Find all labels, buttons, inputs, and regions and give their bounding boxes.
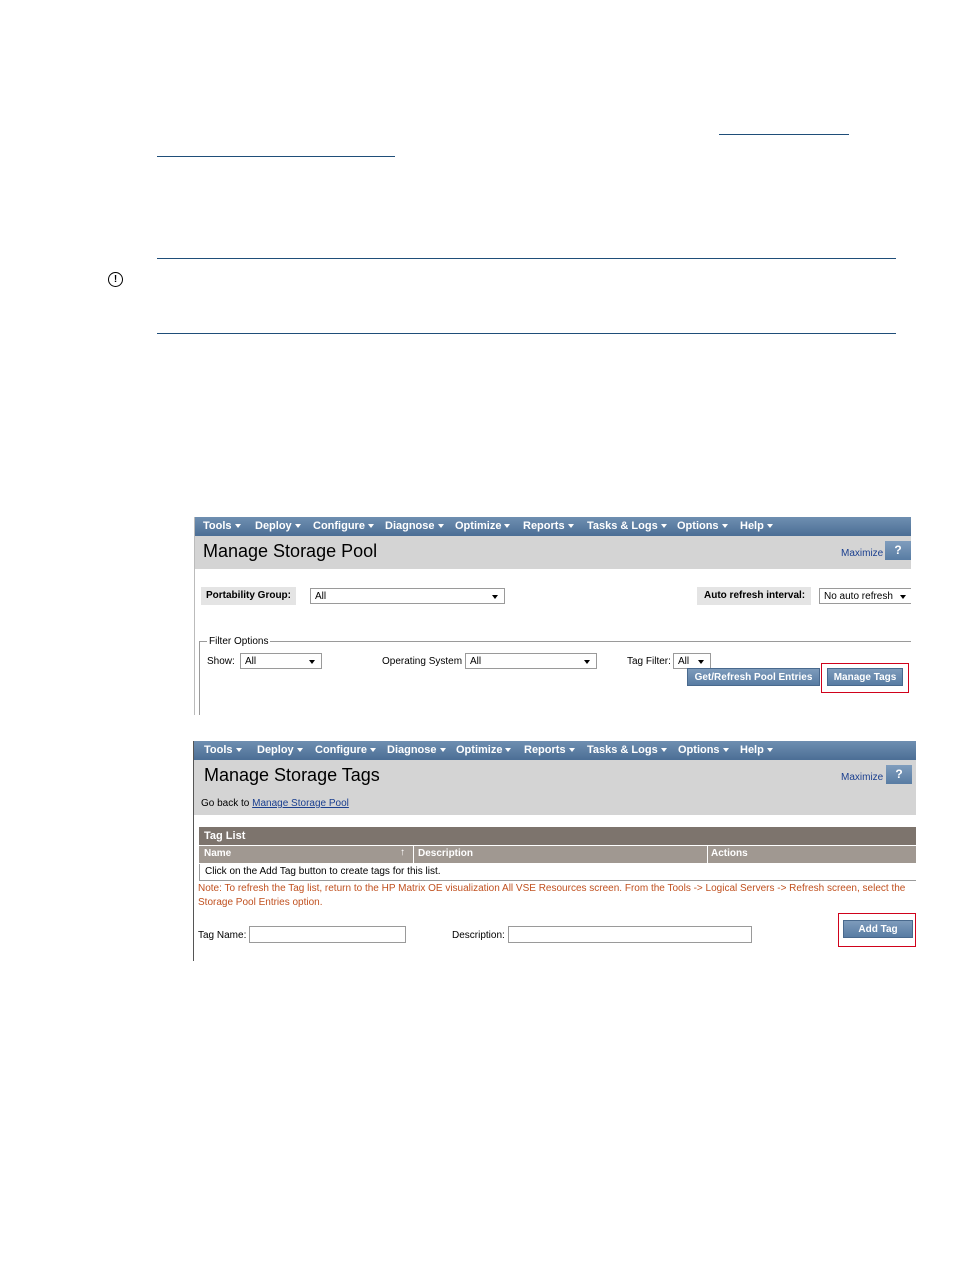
chevron-down-icon (661, 748, 667, 752)
empty-table-message: Click on the Add Tag button to create tags for this list. (205, 866, 441, 877)
description-label: Description: (452, 930, 505, 941)
menu-optimize[interactable]: Optimize (456, 741, 511, 760)
menu-reports[interactable]: Reports (524, 741, 575, 760)
chevron-down-icon (584, 660, 590, 664)
operating-system-label: Operating System (382, 656, 463, 667)
chevron-down-icon (492, 595, 498, 599)
chevron-down-icon (504, 524, 510, 528)
tag-name-input[interactable] (249, 926, 406, 943)
tag-name-label: Tag Name: (198, 930, 247, 941)
note-rule-top (157, 258, 896, 259)
document-link-underline[interactable] (157, 156, 395, 157)
chevron-down-icon (900, 595, 906, 599)
manage-storage-pool-screenshot (194, 517, 911, 715)
help-button[interactable]: ? (885, 541, 911, 560)
menu-reports[interactable]: Reports (523, 517, 574, 536)
go-back-text: Go back to Manage Storage Pool (201, 798, 349, 809)
sort-ascending-icon[interactable]: ↑ (400, 847, 405, 858)
portability-group-label: Portability Group: (206, 590, 291, 601)
chevron-down-icon (505, 748, 511, 752)
auto-refresh-select[interactable]: No auto refresh (819, 588, 911, 604)
document-link-underline[interactable] (719, 134, 849, 135)
auto-refresh-label: Auto refresh interval: (704, 590, 806, 601)
chevron-down-icon (236, 748, 242, 752)
page-title: Manage Storage Tags (204, 765, 380, 785)
menu-diagnose[interactable]: Diagnose (385, 517, 444, 536)
chevron-down-icon (295, 524, 301, 528)
menu-options[interactable]: Options (678, 741, 729, 760)
chevron-down-icon (370, 748, 376, 752)
add-tag-button[interactable]: Add Tag (843, 920, 913, 938)
tag-filter-label: Tag Filter: (627, 656, 671, 667)
menu-optimize[interactable]: Optimize (455, 517, 510, 536)
chevron-down-icon (438, 524, 444, 528)
manage-tags-button[interactable]: Manage Tags (827, 668, 903, 686)
menu-diagnose[interactable]: Diagnose (387, 741, 446, 760)
menu-deploy[interactable]: Deploy (257, 741, 303, 760)
chevron-down-icon (568, 524, 574, 528)
chevron-down-icon (235, 524, 241, 528)
menu-configure[interactable]: Configure (313, 517, 374, 536)
chevron-down-icon (440, 748, 446, 752)
tag-list-header: Tag List (199, 827, 916, 845)
menu-bar (194, 741, 916, 760)
title-bar (194, 760, 916, 815)
menu-help[interactable]: Help (740, 517, 773, 536)
chevron-down-icon (368, 524, 374, 528)
menu-help[interactable]: Help (740, 741, 773, 760)
menu-tasks-logs[interactable]: Tasks & Logs (587, 741, 667, 760)
chevron-down-icon (723, 748, 729, 752)
menu-tasks-logs[interactable]: Tasks & Logs (587, 517, 667, 536)
page-title: Manage Storage Pool (203, 541, 378, 561)
table-row (199, 864, 916, 881)
title-bar (195, 536, 911, 569)
manage-storage-pool-link[interactable]: Manage Storage Pool (252, 798, 349, 809)
description-input[interactable] (508, 926, 752, 943)
tag-table-columns (199, 846, 916, 863)
get-refresh-pool-entries-button[interactable]: Get/Refresh Pool Entries (687, 668, 820, 686)
refresh-note: Note: To refresh the Tag list, return to the HP Matrix OE visualization All VSE Resources screen. From the Tools -> Logical Servers -> Refresh screen, select the Storage Pool Entries option. (198, 883, 906, 908)
help-button[interactable]: ? (886, 765, 912, 784)
chevron-down-icon (569, 748, 575, 752)
column-actions: Actions (711, 848, 748, 859)
show-select[interactable]: All (240, 653, 322, 669)
menu-options[interactable]: Options (677, 517, 728, 536)
chevron-down-icon (661, 524, 667, 528)
chevron-down-icon (722, 524, 728, 528)
portability-group-label-box (201, 587, 296, 605)
operating-system-select[interactable]: All (465, 653, 597, 669)
filter-options-legend: Filter Options (209, 636, 269, 647)
column-name[interactable]: Name ↑ (199, 846, 414, 863)
menu-deploy[interactable]: Deploy (255, 517, 301, 536)
menu-configure[interactable]: Configure (315, 741, 376, 760)
manage-storage-tags-screenshot (193, 741, 916, 961)
auto-refresh-label-box (697, 587, 811, 605)
maximize-link[interactable]: Maximize (841, 772, 884, 783)
show-label: Show: (207, 656, 235, 667)
menu-bar (195, 517, 911, 536)
note-rule-bottom (157, 333, 896, 334)
chevron-down-icon (767, 748, 773, 752)
chevron-down-icon (309, 660, 315, 664)
tag-filter-select[interactable]: All (673, 653, 711, 669)
portability-group-select[interactable]: All (310, 588, 505, 604)
menu-tools[interactable]: Tools (204, 741, 242, 760)
important-icon: ! (108, 272, 123, 287)
menu-tools[interactable]: Tools (203, 517, 241, 536)
column-description[interactable]: Description (414, 846, 708, 863)
chevron-down-icon (698, 660, 704, 664)
maximize-link[interactable]: Maximize (841, 548, 884, 559)
chevron-down-icon (297, 748, 303, 752)
chevron-down-icon (767, 524, 773, 528)
